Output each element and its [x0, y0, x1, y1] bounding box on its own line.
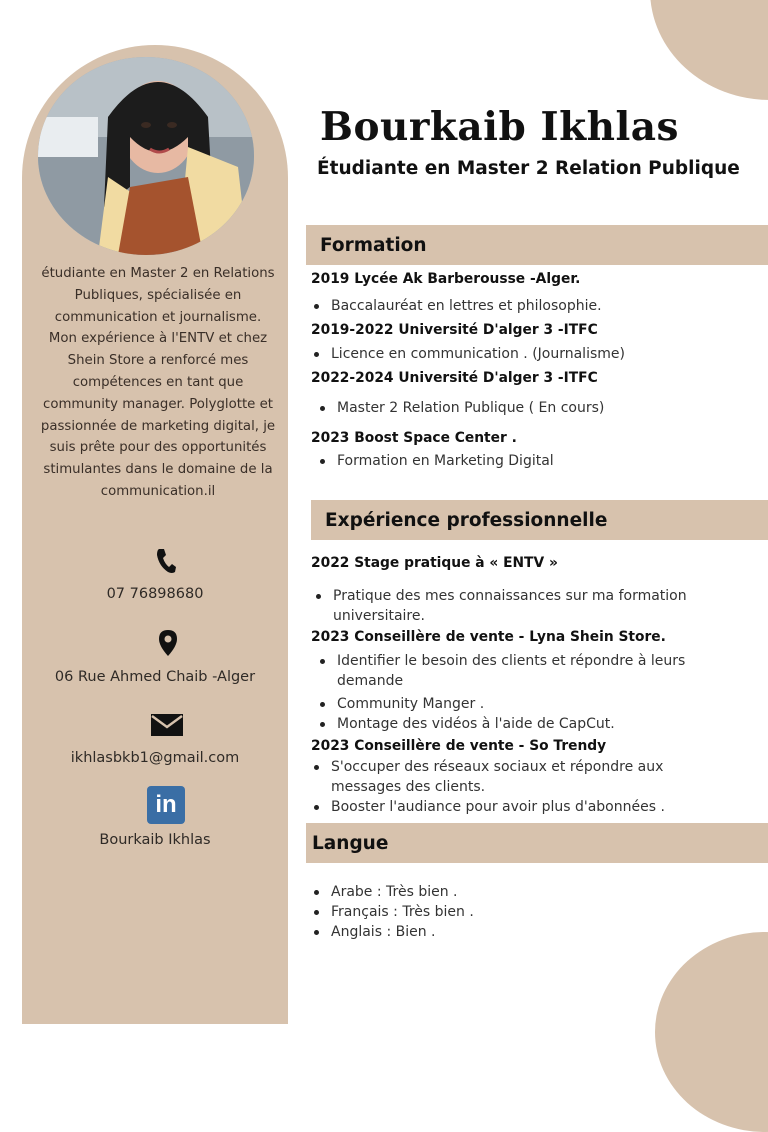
- location-pin-icon: [157, 629, 179, 657]
- experience-entry-heading: 2023 Conseillère de vente - Lyna Shein Store.: [311, 629, 666, 645]
- language-item: Arabe : Très bien .: [331, 882, 711, 902]
- language-item: Français : Très bien .: [331, 902, 711, 922]
- linkedin-icon[interactable]: [147, 786, 185, 824]
- email-address[interactable]: ikhlasbkb1@gmail.com: [70, 750, 240, 766]
- section-header-experience: Expérience professionnelle: [311, 500, 768, 540]
- profile-photo: [38, 57, 254, 255]
- candidate-name: Bourkaib Ikhlas: [320, 104, 679, 150]
- experience-entry-heading: 2023 Conseillère de vente - So Trendy: [311, 738, 607, 754]
- envelope-icon: [150, 713, 184, 737]
- address: 06 Rue Ahmed Chaib -Alger: [54, 669, 256, 685]
- decorative-circle-top: [650, 0, 768, 100]
- formation-entry-heading: 2019-2022 Université D'alger 3 -ITFC: [311, 322, 598, 338]
- experience-entry-item: Montage des vidéos à l'aide de CapCut.: [337, 714, 717, 734]
- experience-entry-heading: 2022 Stage pratique à « ENTV »: [311, 555, 558, 571]
- phone-number[interactable]: 07 76898680: [106, 586, 204, 602]
- candidate-title: Étudiante en Master 2 Relation Publique: [317, 158, 740, 179]
- formation-entry-item: Baccalauréat en lettres et philosophie.: [331, 296, 711, 316]
- formation-entry-heading: 2023 Boost Space Center .: [311, 430, 517, 446]
- language-item: Anglais : Bien .: [331, 922, 711, 942]
- formation-entry-item: Formation en Marketing Digital: [337, 451, 717, 471]
- formation-entry-heading: 2022-2024 Université D'alger 3 -ITFC: [311, 370, 598, 386]
- experience-entry-item: Community Manger .: [337, 694, 717, 714]
- experience-entry-item: Booster l'audiance pour avoir plus d'abonnées .: [331, 797, 711, 817]
- formation-entry-heading: 2019 Lycée Ak Barberousse -Alger.: [311, 271, 581, 287]
- section-header-formation: Formation: [306, 225, 768, 265]
- decorative-circle-bottom: [655, 932, 768, 1132]
- formation-entry-item: Master 2 Relation Publique ( En cours): [337, 398, 717, 418]
- experience-entry-item: S'occuper des réseaux sociaux et répondre aux messages des clients.: [331, 757, 711, 797]
- formation-entry-item: Licence en communication . (Journalisme): [331, 344, 711, 364]
- linkedin-name[interactable]: Bourkaib Ikhlas: [99, 832, 211, 848]
- experience-entry-item: Identifier le besoin des clients et répondre à leurs demande: [337, 651, 717, 691]
- profile-summary: étudiante en Master 2 en Relations Publiques, spécialisée en communication et journalisme. Mon expérience à l'ENTV et chez Shein Store a renforcé mes compétences en tant que community manager. Polyglotte et passionnée de marketing digital, je suis prête pour des opportunités stimulantes dans le domaine de la communication.il: [40, 266, 276, 499]
- linkedin-logo-text: in: [155, 791, 177, 818]
- section-header-langue: Langue: [306, 823, 768, 863]
- phone-icon: [155, 547, 177, 575]
- experience-entry-item: Pratique des mes connaissances sur ma formation universitaire.: [333, 586, 713, 626]
